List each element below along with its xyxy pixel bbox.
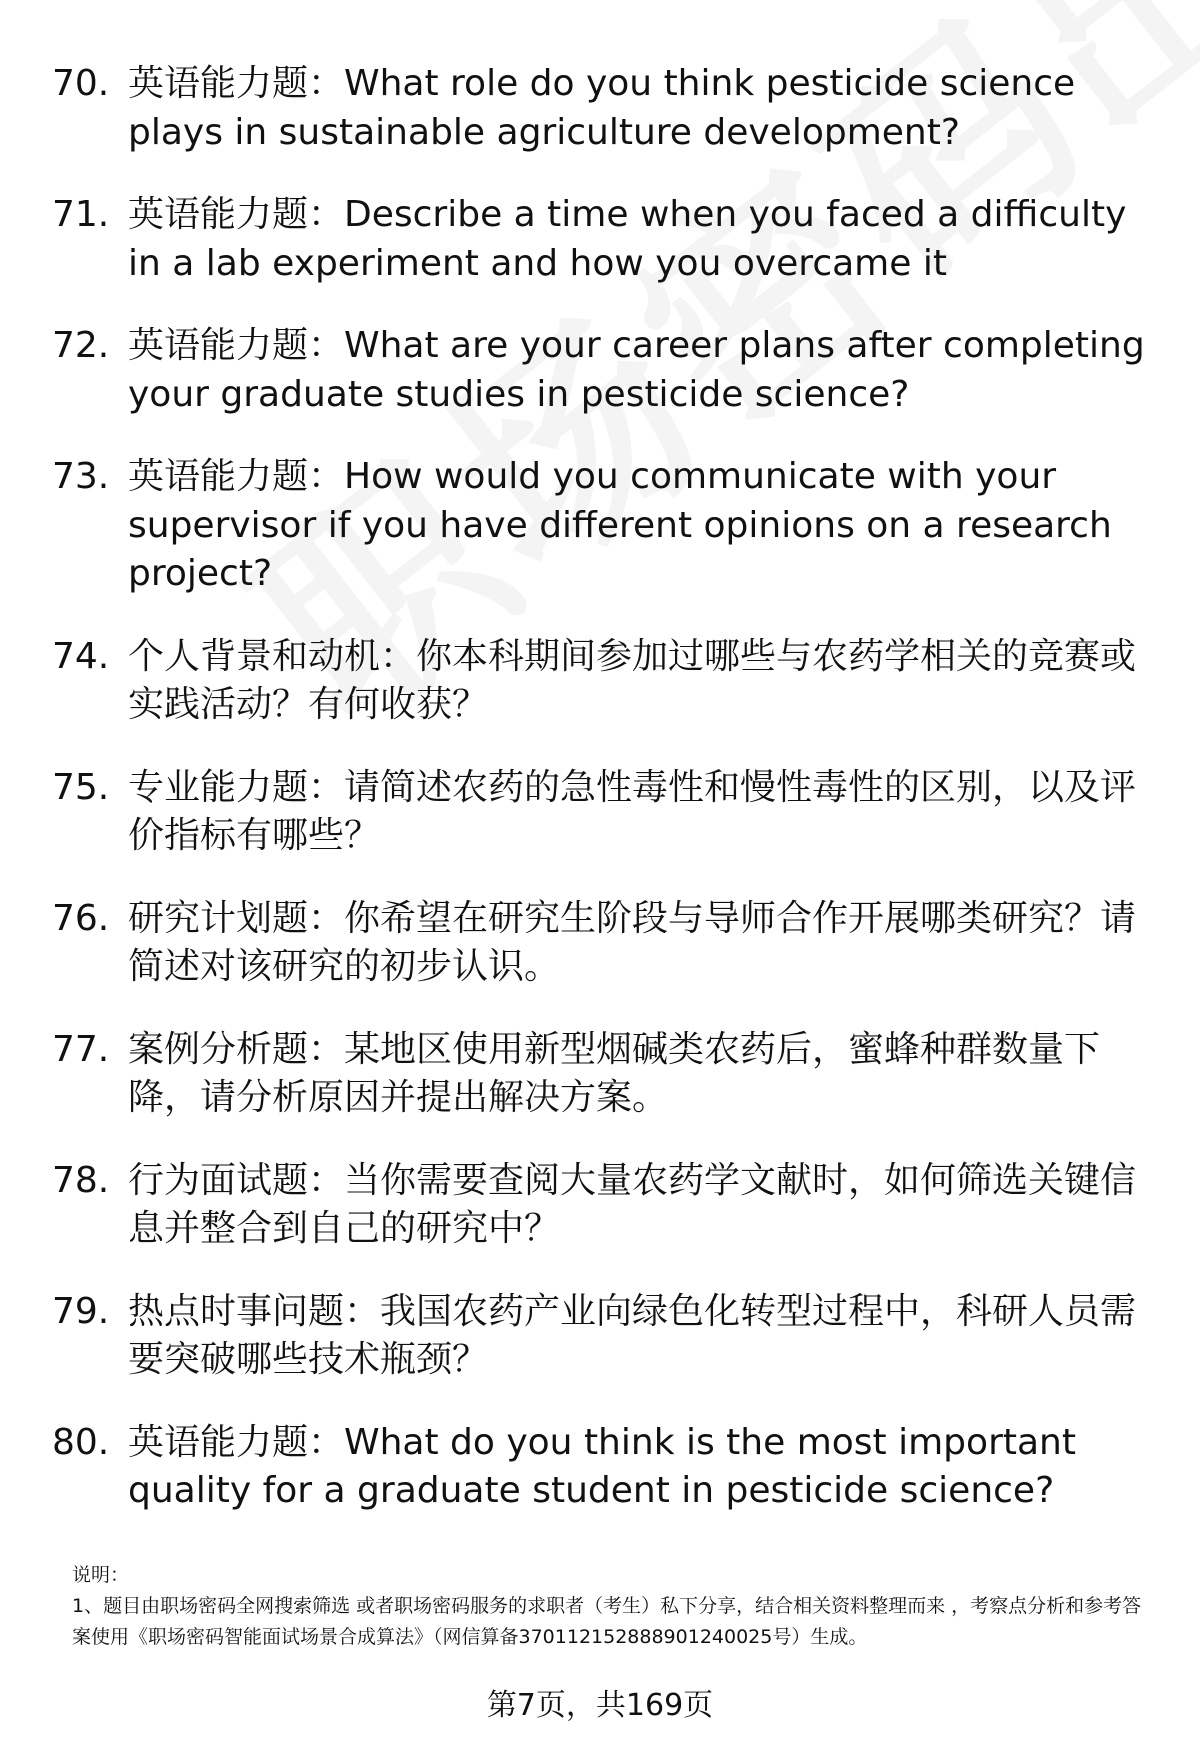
question-text: 专业能力题：请简述农药的急性毒性和慢性毒性的区别，以及评价指标有哪些？ [128,766,1137,856]
question-list [52,60,1162,1550]
question-text: 研究计划题：你希望在研究生阶段与导师合作开展哪类研究？请简述对该研究的初步认识。 [128,897,1137,987]
question-item [52,633,1162,730]
question-text: 行为面试题：当你需要查阅大量农药学文献时，如何筛选关键信息并整合到自己的研究中？ [128,1159,1137,1249]
question-item [52,322,1162,419]
page-number: 第7页，共169页 [486,1688,714,1723]
question-item [52,895,1162,992]
question-text: 案例分析题：某地区使用新型烟碱类农药后，蜜蜂种群数量下降，请分析原因并提出解决方案。 [128,1028,1101,1118]
question-number: 72. [52,325,110,366]
question-text: 英语能力题：What are your career plans after completing your graduate studies in pesticide science? [128,325,1145,415]
question-text: 英语能力题：Describe a time when you faced a difficulty in a lab experiment and how you overcame it [128,194,1127,284]
question-number: 71. [52,194,110,235]
question-item [52,1419,1162,1516]
question-text: 英语能力题：What do you think is the most important quality for a graduate student in pesticide science? [128,1421,1076,1511]
question-item [52,1288,1162,1385]
question-number: 70. [52,63,110,104]
question-item [52,1157,1162,1254]
question-item [52,764,1162,861]
question-text: 英语能力题：What role do you think pesticide science plays in sustainable agriculture development? [128,63,1076,153]
question-number: 73. [52,456,110,497]
notes-line: 1、题目由职场密码全网搜索筛选 或者职场密码服务的求职者（考生）私下分享，结合相关资料整理而来 ，考察点分析和参考答案使用《职场密码智能面试场景合成算法》（网信算备370112152888901240025号）生成。 [72,1595,1142,1648]
question-text: 个人背景和动机：你本科期间参加过哪些与农药学相关的竞赛或实践活动？有何收获？ [128,635,1137,725]
notes-section [72,1560,1152,1653]
question-number: 74. [52,635,110,677]
question-item [52,453,1162,599]
notes-title: 说明： [72,1564,130,1586]
question-item [52,1026,1162,1123]
question-number: 76. [52,897,110,939]
question-item [52,60,1162,157]
question-number: 77. [52,1028,110,1070]
question-number: 80. [52,1421,110,1463]
question-text: 热点时事问题：我国农药产业向绿色化转型过程中，科研人员需要突破哪些技术瓶颈？ [128,1290,1137,1380]
question-text: 英语能力题：How would you communicate with your supervisor if you have different opinions on a research project? [128,456,1112,594]
question-item [52,191,1162,288]
question-number: 78. [52,1159,110,1201]
question-number: 79. [52,1290,110,1332]
question-number: 75. [52,766,110,808]
